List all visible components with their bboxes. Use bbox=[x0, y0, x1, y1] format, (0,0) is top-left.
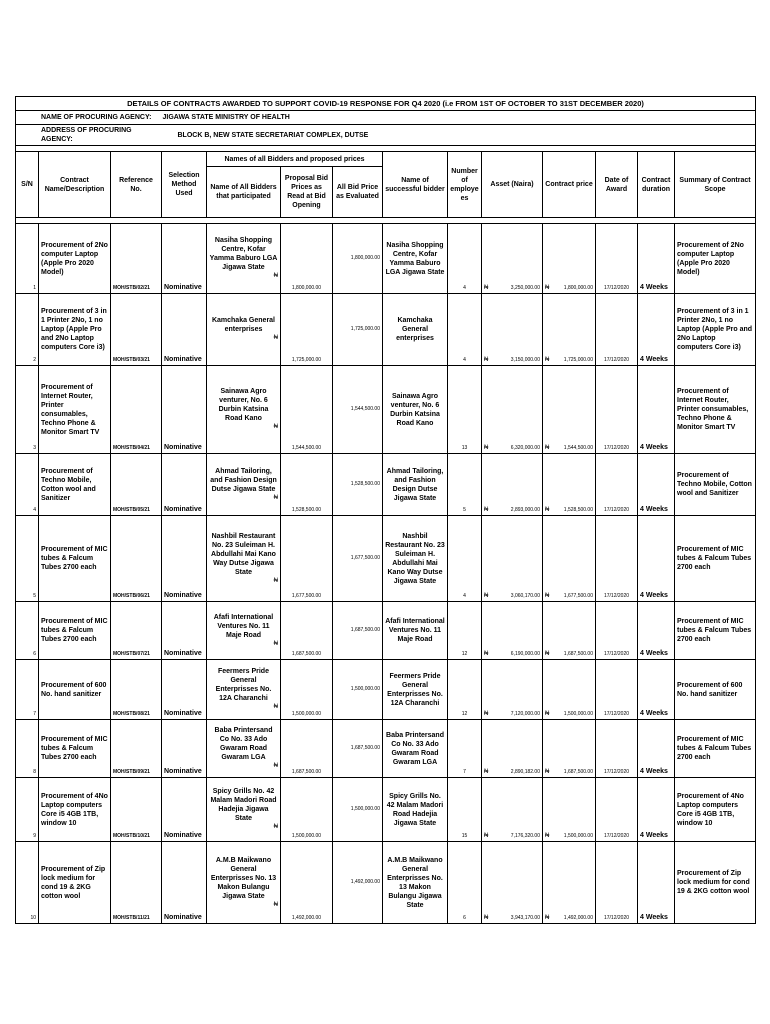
row-scope: Procurement of 600 No. hand sanitizer bbox=[675, 660, 756, 720]
row-scope: Procurement of 4No Laptop computers Core i5 4GB 1TB, window 10 bbox=[675, 778, 756, 842]
row-successful-bidder: Afafi International Ventures No. 11 Maje Road bbox=[383, 602, 448, 660]
row-proposal-bid: 1,687,500.00 bbox=[281, 720, 333, 778]
row-scope: Procurement of Internet Router, Printer consumables, Techno Phone & Monitor Smart TV bbox=[675, 366, 756, 454]
bidder-name-text: Kamchaka General enterprises bbox=[211, 317, 276, 333]
currency-symbol: ₦ bbox=[545, 507, 550, 513]
row-reference: MOH/STB/03/21 bbox=[111, 294, 162, 366]
row-contract-name: Procurement of MIC tubes & Falcum Tubes 2700 each bbox=[39, 720, 111, 778]
row-reference: MOH/STB/04/21 bbox=[111, 366, 162, 454]
agency-label: NAME OF PROCURING AGENCY: bbox=[16, 111, 162, 125]
row-bidder-name bbox=[207, 224, 281, 294]
currency-symbol: ₦ bbox=[545, 285, 550, 291]
asset-value: 3,060,170.00 bbox=[510, 593, 540, 599]
row-date-award: 17/12/2020 bbox=[596, 454, 638, 516]
row-employees: 12 bbox=[448, 602, 482, 660]
row-duration: 4 Weeks bbox=[638, 778, 675, 842]
row-asset bbox=[482, 602, 543, 660]
header-date-award: Date of Award bbox=[596, 152, 638, 218]
row-successful-bidder: Nashbil Restaurant No. 23 Suleiman H. Abdullahi Mai Kano Way Dutse Jigawa State bbox=[383, 516, 448, 602]
address-label: ADDRESS OF PROCURING AGENCY: bbox=[16, 125, 162, 146]
row-bidder-name bbox=[207, 842, 281, 924]
header-contract-name: Contract Name/Description bbox=[39, 152, 111, 218]
row-employees: 4 bbox=[448, 224, 482, 294]
address-value: BLOCK B, NEW STATE SECRETARIAT COMPLEX, DUTSE bbox=[162, 125, 756, 146]
row-evaluated-bid: 1,687,500.00 bbox=[333, 720, 383, 778]
row-reference: MOH/STB/11/21 bbox=[111, 842, 162, 924]
row-selection-method: Nominative bbox=[162, 224, 207, 294]
bidder-name-text: A.M.B Maikwano General Enterprisses No. 13 Makon Bulangu Jigawa State bbox=[210, 856, 277, 900]
row-evaluated-bid: 1,677,500.00 bbox=[333, 516, 383, 602]
row-reference: MOH/STB/05/21 bbox=[111, 454, 162, 516]
currency-symbol: ₦ bbox=[273, 640, 278, 647]
row-contract-price bbox=[543, 454, 596, 516]
row-selection-method: Nominative bbox=[162, 602, 207, 660]
row-sn: 9 bbox=[16, 778, 39, 842]
currency-symbol: ₦ bbox=[273, 494, 278, 501]
row-employees: 15 bbox=[448, 778, 482, 842]
header-scope: Summary of Contract Scope bbox=[675, 152, 756, 218]
row-employees: 13 bbox=[448, 366, 482, 454]
currency-symbol: ₦ bbox=[545, 593, 550, 599]
row-sn: 1 bbox=[16, 224, 39, 294]
row-duration: 4 Weeks bbox=[638, 294, 675, 366]
row-reference: MOH/STB/02/21 bbox=[111, 224, 162, 294]
row-contract-price bbox=[543, 294, 596, 366]
currency-symbol: ₦ bbox=[484, 769, 489, 775]
row-bidder-name bbox=[207, 454, 281, 516]
row-employees: 6 bbox=[448, 842, 482, 924]
price-value: 1,800,000.00 bbox=[563, 285, 593, 291]
currency-symbol: ₦ bbox=[273, 335, 278, 341]
currency-symbol: ₦ bbox=[545, 357, 550, 363]
bidder-name-text: Nashbil Restaurant No. 23 Suleiman H. Abdullahi Mai Kano Way Dutse Jigawa State bbox=[211, 532, 276, 576]
table-row bbox=[16, 842, 756, 924]
row-contract-price bbox=[543, 660, 596, 720]
currency-symbol: ₦ bbox=[545, 445, 550, 451]
price-value: 1,687,500.00 bbox=[563, 769, 593, 775]
header-reference: Reference No. bbox=[111, 152, 162, 218]
row-asset bbox=[482, 366, 543, 454]
row-date-award: 17/12/2020 bbox=[596, 602, 638, 660]
currency-symbol: ₦ bbox=[545, 651, 550, 657]
currency-symbol: ₦ bbox=[273, 704, 278, 710]
row-selection-method: Nominative bbox=[162, 720, 207, 778]
row-successful-bidder: Kamchaka General enterprises bbox=[383, 294, 448, 366]
table-row bbox=[16, 660, 756, 720]
row-proposal-bid: 1,544,500.00 bbox=[281, 366, 333, 454]
currency-symbol: ₦ bbox=[273, 273, 278, 279]
row-bidder-name bbox=[207, 778, 281, 842]
row-contract-price bbox=[543, 224, 596, 294]
row-reference: MOH/STB/08/21 bbox=[111, 660, 162, 720]
price-value: 1,687,500.00 bbox=[563, 651, 593, 657]
document-title: DETAILS OF CONTRACTS AWARDED TO SUPPORT COVID-19 RESPONSE FOR Q4 2020 (i.e FROM 1ST OF OCTOBER TO 31ST DECEMBER 2020) bbox=[16, 97, 756, 111]
row-asset bbox=[482, 778, 543, 842]
row-date-award: 17/12/2020 bbox=[596, 778, 638, 842]
row-asset bbox=[482, 224, 543, 294]
price-value: 1,528,500.00 bbox=[563, 507, 593, 513]
row-successful-bidder: Feermers Pride General Enterprisses No. 12A Charanchi bbox=[383, 660, 448, 720]
row-employees: 12 bbox=[448, 660, 482, 720]
contract-rows bbox=[16, 224, 756, 924]
row-scope: Procurement of MIC tubes & Falcum Tubes 2700 each bbox=[675, 720, 756, 778]
row-selection-method: Nominative bbox=[162, 660, 207, 720]
row-evaluated-bid: 1,500,000.00 bbox=[333, 660, 383, 720]
row-evaluated-bid: 1,500,000.00 bbox=[333, 778, 383, 842]
row-scope: Procurement of MIC tubes & Falcum Tubes 2700 each bbox=[675, 516, 756, 602]
table-row bbox=[16, 602, 756, 660]
currency-symbol: ₦ bbox=[484, 593, 489, 599]
row-proposal-bid: 1,725,000.00 bbox=[281, 294, 333, 366]
row-selection-method: Nominative bbox=[162, 842, 207, 924]
row-scope: Procurement of Zip lock medium for cond 19 & 2KG cotton wool bbox=[675, 842, 756, 924]
table-row bbox=[16, 366, 756, 454]
currency-symbol: ₦ bbox=[484, 285, 489, 291]
row-sn: 5 bbox=[16, 516, 39, 602]
table-row bbox=[16, 720, 756, 778]
row-sn: 3 bbox=[16, 366, 39, 454]
row-contract-price bbox=[543, 366, 596, 454]
row-contract-name: Procurement of 2No computer Laptop (Apple Pro 2020 Model) bbox=[39, 224, 111, 294]
contracts-table bbox=[15, 96, 756, 924]
currency-symbol: ₦ bbox=[484, 711, 489, 717]
row-successful-bidder: Nasiha Shopping Centre, Kofar Yamma Baburo LGA Jigawa State bbox=[383, 224, 448, 294]
header-proposal-bid: Proposal Bid Prices as Read at Bid Opening bbox=[281, 167, 333, 218]
row-evaluated-bid: 1,544,500.00 bbox=[333, 366, 383, 454]
row-contract-name: Procurement of 600 No. hand sanitizer bbox=[39, 660, 111, 720]
table-row bbox=[16, 778, 756, 842]
bidder-name-text: Spicy Grills No. 42 Malam Madori Road Hadejia Jigawa State bbox=[210, 788, 277, 822]
row-duration: 4 Weeks bbox=[638, 842, 675, 924]
row-employees: 4 bbox=[448, 294, 482, 366]
row-duration: 4 Weeks bbox=[638, 454, 675, 516]
row-sn: 6 bbox=[16, 602, 39, 660]
row-proposal-bid: 1,528,500.00 bbox=[281, 454, 333, 516]
asset-value: 3,943,170.00 bbox=[510, 915, 540, 921]
table-row bbox=[16, 454, 756, 516]
row-contract-price bbox=[543, 720, 596, 778]
row-proposal-bid: 1,500,000.00 bbox=[281, 660, 333, 720]
currency-symbol: ₦ bbox=[484, 833, 489, 839]
currency-symbol: ₦ bbox=[273, 824, 278, 830]
currency-symbol: ₦ bbox=[545, 769, 550, 775]
contracts-sheet bbox=[15, 96, 755, 924]
bidder-name-text: Feermers Pride General Enterprisses No. 12A Charanchi bbox=[215, 668, 272, 702]
row-successful-bidder: Sainawa Agro venturer, No. 6 Durbin Katsina Road Kano bbox=[383, 366, 448, 454]
row-contract-name: Procurement of MIC tubes & Falcum Tubes 2700 each bbox=[39, 516, 111, 602]
asset-value: 2,893,000.00 bbox=[510, 507, 540, 513]
table-row bbox=[16, 224, 756, 294]
row-reference: MOH/STB/10/21 bbox=[111, 778, 162, 842]
header-all-bid: All Bid Price as Evaluated bbox=[333, 167, 383, 218]
asset-value: 6,320,000.00 bbox=[510, 445, 540, 451]
row-asset bbox=[482, 842, 543, 924]
bidder-name-text: Nasiha Shopping Centre, Kofar Yamma Baburo LGA Jigawa State bbox=[209, 237, 278, 271]
row-contract-name: Procurement of 4No Laptop computers Core i5 4GB 1TB, window 10 bbox=[39, 778, 111, 842]
row-reference: MOH/STB/09/21 bbox=[111, 720, 162, 778]
header-sn: S/N bbox=[16, 152, 39, 218]
header-selection: Selection Method Used bbox=[162, 152, 207, 218]
asset-value: 7,176,320.00 bbox=[510, 833, 540, 839]
currency-symbol: ₦ bbox=[484, 357, 489, 363]
currency-symbol: ₦ bbox=[484, 445, 489, 451]
row-duration: 4 Weeks bbox=[638, 602, 675, 660]
row-selection-method: Nominative bbox=[162, 366, 207, 454]
row-successful-bidder: Ahmad Tailoring, and Fashion Design Dutse Jigawa State bbox=[383, 454, 448, 516]
row-bidder-name bbox=[207, 366, 281, 454]
bidder-name-text: Ahmad Tailoring, and Fashion Design Dutse Jigawa State bbox=[210, 467, 277, 493]
header-asset: Asset (Naira) bbox=[482, 152, 543, 218]
currency-symbol: ₦ bbox=[273, 763, 278, 769]
row-contract-price bbox=[543, 516, 596, 602]
row-proposal-bid: 1,800,000.00 bbox=[281, 224, 333, 294]
row-successful-bidder: A.M.B Maikwano General Enterprisses No. 13 Makon Bulangu Jigawa State bbox=[383, 842, 448, 924]
row-bidder-name bbox=[207, 516, 281, 602]
row-contract-price bbox=[543, 842, 596, 924]
row-duration: 4 Weeks bbox=[638, 366, 675, 454]
currency-symbol: ₦ bbox=[484, 507, 489, 513]
row-successful-bidder: Baba Printersand Co No. 33 Ado Gwaram Road Gwaram LGA bbox=[383, 720, 448, 778]
currency-symbol: ₦ bbox=[545, 711, 550, 717]
row-asset bbox=[482, 660, 543, 720]
row-bidder-name bbox=[207, 602, 281, 660]
row-sn: 2 bbox=[16, 294, 39, 366]
price-value: 1,500,000.00 bbox=[563, 711, 593, 717]
header-successful: Name of successful bidder bbox=[383, 152, 448, 218]
row-bidder-name bbox=[207, 660, 281, 720]
row-evaluated-bid: 1,492,000.00 bbox=[333, 842, 383, 924]
currency-symbol: ₦ bbox=[273, 901, 278, 908]
row-sn: 7 bbox=[16, 660, 39, 720]
row-evaluated-bid: 1,725,000.00 bbox=[333, 294, 383, 366]
row-scope: Procurement of MIC tubes & Falcum Tubes 2700 each bbox=[675, 602, 756, 660]
row-employees: 4 bbox=[448, 516, 482, 602]
row-scope: Procurement of 3 in 1 Printer 2No, 1 no Laptop (Apple Pro and 2No Laptop computers Core i3) bbox=[675, 294, 756, 366]
table-row bbox=[16, 516, 756, 602]
row-asset bbox=[482, 516, 543, 602]
row-employees: 7 bbox=[448, 720, 482, 778]
currency-symbol: ₦ bbox=[484, 651, 489, 657]
row-sn: 8 bbox=[16, 720, 39, 778]
row-selection-method: Nominative bbox=[162, 294, 207, 366]
row-duration: 4 Weeks bbox=[638, 660, 675, 720]
row-date-award: 17/12/2020 bbox=[596, 660, 638, 720]
row-evaluated-bid: 1,528,500.00 bbox=[333, 454, 383, 516]
row-evaluated-bid: 1,687,500.00 bbox=[333, 602, 383, 660]
row-date-award: 17/12/2020 bbox=[596, 720, 638, 778]
currency-symbol: ₦ bbox=[545, 915, 550, 921]
row-contract-price bbox=[543, 778, 596, 842]
header-bidders-group: Names of all Bidders and proposed prices bbox=[207, 152, 383, 167]
price-value: 1,500,000.00 bbox=[563, 833, 593, 839]
price-value: 1,492,000.00 bbox=[563, 915, 593, 921]
currency-symbol: ₦ bbox=[545, 833, 550, 839]
row-bidder-name bbox=[207, 294, 281, 366]
row-proposal-bid: 1,500,000.00 bbox=[281, 778, 333, 842]
row-scope: Procurement of Techno Mobile, Cotton wool and Sanitizer bbox=[675, 454, 756, 516]
price-value: 1,725,000.00 bbox=[563, 357, 593, 363]
bidder-name-text: Afafi International Ventures No. 11 Maje Road bbox=[213, 613, 274, 639]
row-evaluated-bid: 1,800,000.00 bbox=[333, 224, 383, 294]
table-row bbox=[16, 294, 756, 366]
row-reference: MOH/STB/07/21 bbox=[111, 602, 162, 660]
row-sn: 4 bbox=[16, 454, 39, 516]
row-contract-price bbox=[543, 602, 596, 660]
row-contract-name: Procurement of 3 in 1 Printer 2No, 1 no Laptop (Apple Pro and 2No Laptop computers Core i3) bbox=[39, 294, 111, 366]
row-proposal-bid: 1,687,500.00 bbox=[281, 602, 333, 660]
row-contract-name: Procurement of Techno Mobile, Cotton wool and Sanitizer bbox=[39, 454, 111, 516]
row-employees: 5 bbox=[448, 454, 482, 516]
currency-symbol: ₦ bbox=[273, 424, 278, 430]
row-duration: 4 Weeks bbox=[638, 720, 675, 778]
asset-value: 7,120,000.00 bbox=[510, 711, 540, 717]
row-duration: 4 Weeks bbox=[638, 224, 675, 294]
header-contract-price: Contract price bbox=[543, 152, 596, 218]
row-selection-method: Nominative bbox=[162, 516, 207, 602]
header-duration: Contract duration bbox=[638, 152, 675, 218]
row-sn: 10 bbox=[16, 842, 39, 924]
agency-value: JIGAWA STATE MINISTRY OF HEALTH bbox=[162, 111, 756, 125]
price-value: 1,544,500.00 bbox=[563, 445, 593, 451]
row-contract-name: Procurement of MIC tubes & Falcum Tubes 2700 each bbox=[39, 602, 111, 660]
asset-value: 3,150,000.00 bbox=[510, 357, 540, 363]
bidder-name-text: Baba Printersand Co No. 33 Ado Gwaram Road Gwaram LGA bbox=[214, 727, 273, 761]
asset-value: 2,890,182.00 bbox=[510, 769, 540, 775]
row-proposal-bid: 1,677,500.00 bbox=[281, 516, 333, 602]
row-selection-method: Nominative bbox=[162, 454, 207, 516]
currency-symbol: ₦ bbox=[484, 915, 489, 921]
row-bidder-name bbox=[207, 720, 281, 778]
row-reference: MOH/STB/06/21 bbox=[111, 516, 162, 602]
row-scope: Procurement of 2No computer Laptop (Apple Pro 2020 Model) bbox=[675, 224, 756, 294]
asset-value: 3,250,000.00 bbox=[510, 285, 540, 291]
header-bidder-names: Name of All Bidders that participated bbox=[207, 167, 281, 218]
header-employees: Number of employees bbox=[448, 152, 482, 218]
asset-value: 6,190,000.00 bbox=[510, 651, 540, 657]
row-successful-bidder: Spicy Grills No. 42 Malam Madori Road Hadejia Jigawa State bbox=[383, 778, 448, 842]
row-duration: 4 Weeks bbox=[638, 516, 675, 602]
row-selection-method: Nominative bbox=[162, 778, 207, 842]
row-contract-name: Procurement of Internet Router, Printer consumables, Techno Phone & Monitor Smart TV bbox=[39, 366, 111, 454]
row-date-award: 17/12/2020 bbox=[596, 516, 638, 602]
row-proposal-bid: 1,492,000.00 bbox=[281, 842, 333, 924]
row-date-award: 17/12/2020 bbox=[596, 366, 638, 454]
row-asset bbox=[482, 454, 543, 516]
row-date-award: 17/12/2020 bbox=[596, 842, 638, 924]
row-asset bbox=[482, 294, 543, 366]
row-date-award: 17/12/2020 bbox=[596, 294, 638, 366]
row-contract-name: Procurement of Zip lock medium for cond 19 & 2KG cotton wool bbox=[39, 842, 111, 924]
bidder-name-text: Sainawa Agro venturer, No. 6 Durbin Katsina Road Kano bbox=[218, 388, 269, 422]
row-asset bbox=[482, 720, 543, 778]
row-date-award: 17/12/2020 bbox=[596, 224, 638, 294]
currency-symbol: ₦ bbox=[273, 577, 278, 584]
price-value: 1,677,500.00 bbox=[563, 593, 593, 599]
